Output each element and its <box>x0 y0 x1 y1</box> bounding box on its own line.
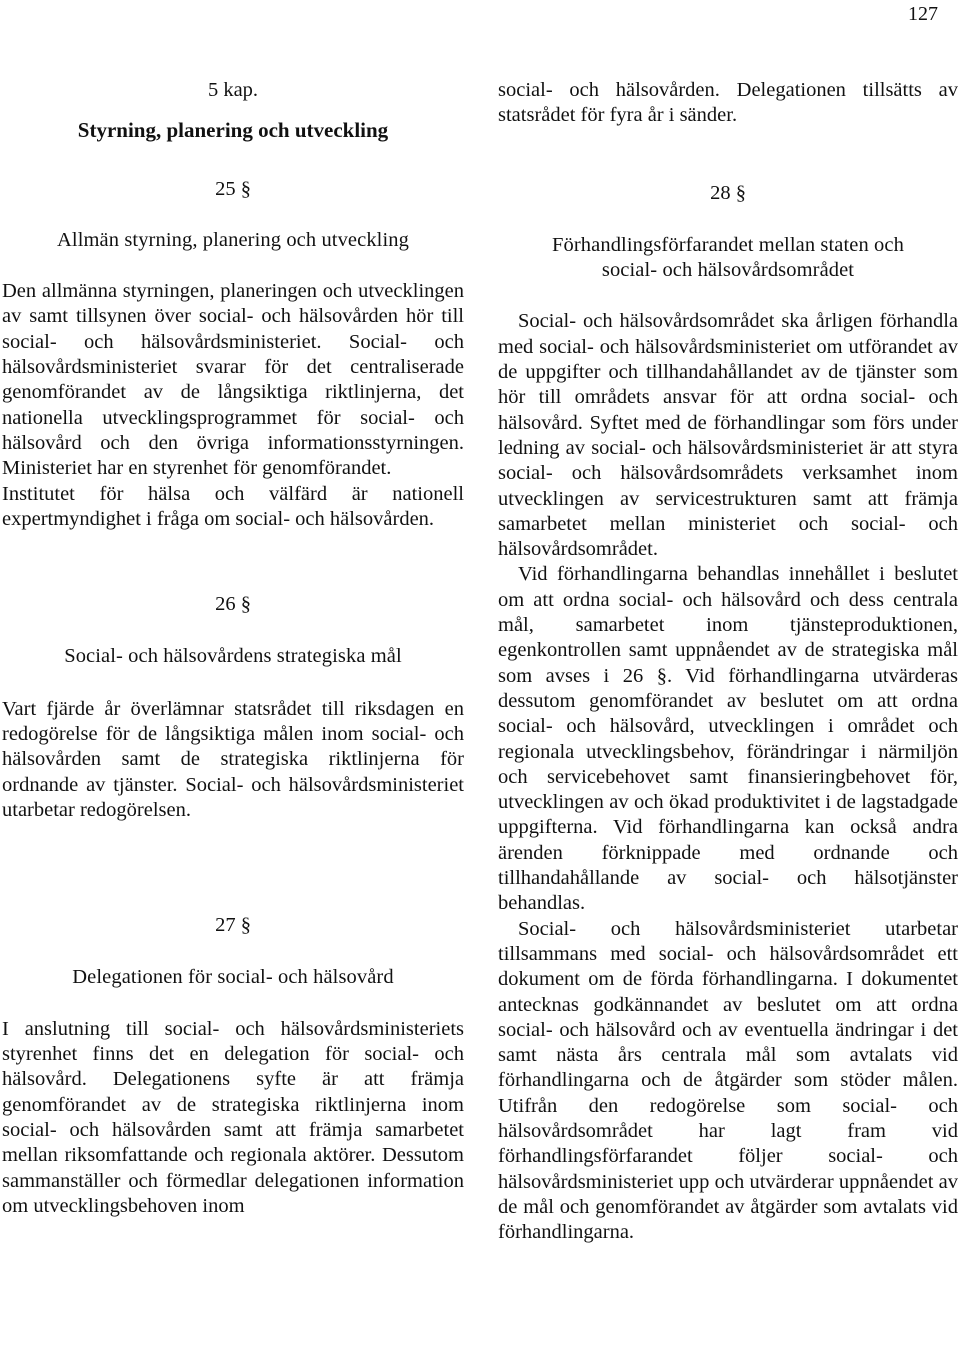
section-25-paragraph-1: Den allmänna styrningen, planeringen och utvecklingen av samt tillsynen över social- och hälsovården hör till social- och hälsovårdsministeriet. Social- och hälsovårdsministeriet svarar för det centraliserade genomförandet av de långsiktiga riktlinjerna, det nationella utvecklingsprogrammet för social- och hälsovård och den övriga informationsstyrningen. Ministeriet har en styrenhet för genomförandet. <box>2 280 464 480</box>
right-column <box>498 78 958 1245</box>
section-28-paragraph-1: Social- och hälsovårdsområdet ska årligen förhandla med social- och hälsovårdsministeriet om utförandet av de uppgifter och tillhandahållandet av de tjänster som hör till områdets ansvar för att ordna social- och hälsovård. Syftet med de förhandlingar som förs under ledning av social- och hälsovårdsministeriet är att styra social- och hälsovårdsområdets verksamhet inom utvecklingen av servicestrukturen samt att främja samarbetet mellan ministeriet och social- och hälsovårdsområdet. <box>498 310 958 561</box>
chapter-title: Styrning, planering och utveckling <box>77 118 389 143</box>
section-28-number: 28 § <box>710 181 746 204</box>
section-25-heading: Allmän styrning, planering och utveckling <box>57 228 409 251</box>
section-28-paragraph-3: Social- och hälsovårdsministeriet utarbetar tillsammans med social- och hälsovårdsområdet ett dokument om de förda förhandlingarna. I dokumentet antecknas godkännandet av beslutet om att ordna social- och hälsovård och av eventuella ändringar i det samt nästa års centrala mål som avtalats vid förhandlingarna och de åtgärder som stöder målen. Utifrån den redogörelse som social- och hälsovårdsområdet har lagt fram vid förhandlingsförfarandet följer social- och hälsovårdsministeriet upp och utvärderar uppnåendet av de mål och genomförandet av åtgärder som avtalats vid förhandlingarna. <box>498 917 958 1244</box>
section-28-heading-line-1: Förhandlingsförfarandet mellan staten och <box>552 233 904 256</box>
section-26-heading: Social- och hälsovårdens strategiska mål <box>64 645 402 668</box>
section-27-continuation: social- och hälsovården. Delegationen tillsätts av statsrådet för fyra år i sänder. <box>498 79 958 127</box>
section-28-paragraph-2: Vid förhandlingarna behandlas innehållet i beslutet om att ordna social- och hälsovård och dess centrala mål, samarbetet inom tjänsteproduktionen, egenkontrollen samt uppnåendet av de strategiska mål som avses i 26 §. Vid förhandlingarna utvärderas dessutom genomförandet av beslutet om att ordna social- och hälsovård, utvecklingen i området och regionala utvecklingsbehov, förändringar i närmiljön och servicebehovet samt finansieringbehovet för, utvecklingen av och ökad produktivitet i de lagstadgade uppgifterna. Vid förhandlingarna kan också andra ärenden förknippade med ordnande och tillhandahållande av social- och hälsotjänster behandlas. <box>498 563 958 915</box>
page-number: 127 <box>908 3 938 25</box>
section-26-number: 26 § <box>215 593 251 616</box>
section-25-number: 25 § <box>215 177 251 200</box>
section-25-paragraph-2: Institutet för hälsa och välfärd är nationell expertmyndighet i fråga om social- och hälsovården. <box>2 482 464 530</box>
section-27-heading: Delegationen för social- och hälsovård <box>72 965 394 988</box>
section-26-paragraph-1: Vart fjärde år överlämnar statsrådet till riksdagen en redogörelse för de långsiktiga målen inom social- och hälsovården samt de strategiska riktlinjerna för ordnande av tjänster. Social- och hälsovårdsministeriet utarbetar redogörelsen. <box>2 697 464 821</box>
section-28-heading-line-2: social- och hälsovårdsområdet <box>601 259 855 282</box>
chapter-label: 5 kap. <box>207 79 259 101</box>
section-27-number: 27 § <box>215 914 251 937</box>
section-27-paragraph-1: I anslutning till social- och hälsovårdsministeriets styrenhet finns det en delegation för social- och hälsovård. Delegationens syfte är att främja genomförandet av de strategiska riktlinjerna inom social- och hälsovården samt att främja samarbetet mellan riksomfattande och regionala aktörer. Dessutom sammanställer och förmedlar delegationen information om utvecklingsbehoven inom <box>2 1017 464 1217</box>
left-column <box>2 78 464 1219</box>
